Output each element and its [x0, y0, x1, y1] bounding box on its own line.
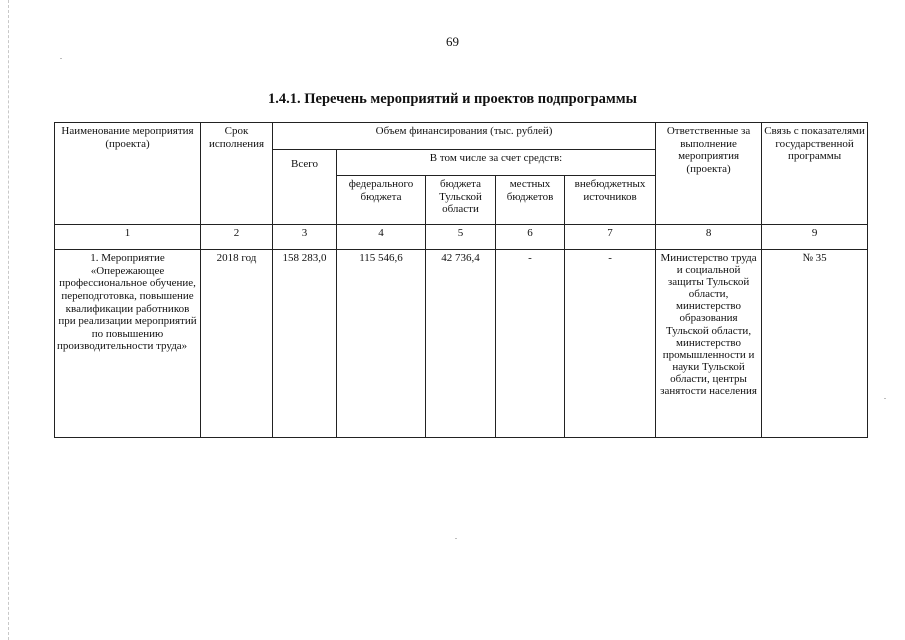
activity-federal: 115 546,6	[337, 250, 426, 438]
header-indicators: Связь с показателями государственной программы	[762, 123, 868, 225]
column-number: 8	[656, 225, 762, 250]
header-regional: бюджета Тульской области	[426, 176, 496, 225]
header-extra: внебюджетных источников	[565, 176, 656, 225]
header-federal: федерального бюджета	[337, 176, 426, 225]
header-name: Наименование мероприятия (проекта)	[55, 123, 201, 225]
activity-responsible: Министерство труда и социальной защиты Тульской области, министерство образования Тульской области, министерство промышленности и науки Тульской области, центры занятости населения	[656, 250, 762, 438]
column-number: 2	[201, 225, 273, 250]
column-number: 9	[762, 225, 868, 250]
header-row	[55, 123, 868, 150]
column-number-row	[55, 225, 868, 250]
activity-name: 1. Мероприятие «Опережающее профессиональное обучение, переподготовка, повышение квалификации работников при реализации мероприятий по повышению производительности труда»	[55, 250, 201, 438]
header-funding: Объем финансирования (тыс. рублей)	[273, 123, 656, 150]
scan-speck	[60, 58, 62, 59]
column-number: 4	[337, 225, 426, 250]
activity-local: -	[496, 250, 565, 438]
column-number: 7	[565, 225, 656, 250]
column-number: 6	[496, 225, 565, 250]
header-term: Срок исполнения	[201, 123, 273, 225]
activity-regional: 42 736,4	[426, 250, 496, 438]
column-number: 1	[55, 225, 201, 250]
activity-indicators: № 35	[762, 250, 868, 438]
activities-table	[54, 122, 868, 438]
header-total: Всего	[273, 150, 337, 225]
column-number: 3	[273, 225, 337, 250]
activity-term: 2018 год	[201, 250, 273, 438]
scan-speck	[884, 398, 886, 399]
header-local: местных бюджетов	[496, 176, 565, 225]
column-number: 5	[426, 225, 496, 250]
table-row	[55, 250, 868, 438]
scan-speck	[455, 538, 457, 539]
section-title: 1.4.1. Перечень мероприятий и проектов подпрограммы	[268, 91, 637, 107]
activity-extra: -	[565, 250, 656, 438]
header-responsible: Ответственные за выполнение мероприятия (проекта)	[656, 123, 762, 225]
activity-total: 158 283,0	[273, 250, 337, 438]
header-including: В том числе за счет средств:	[337, 150, 656, 176]
page-number: 69	[446, 34, 459, 49]
